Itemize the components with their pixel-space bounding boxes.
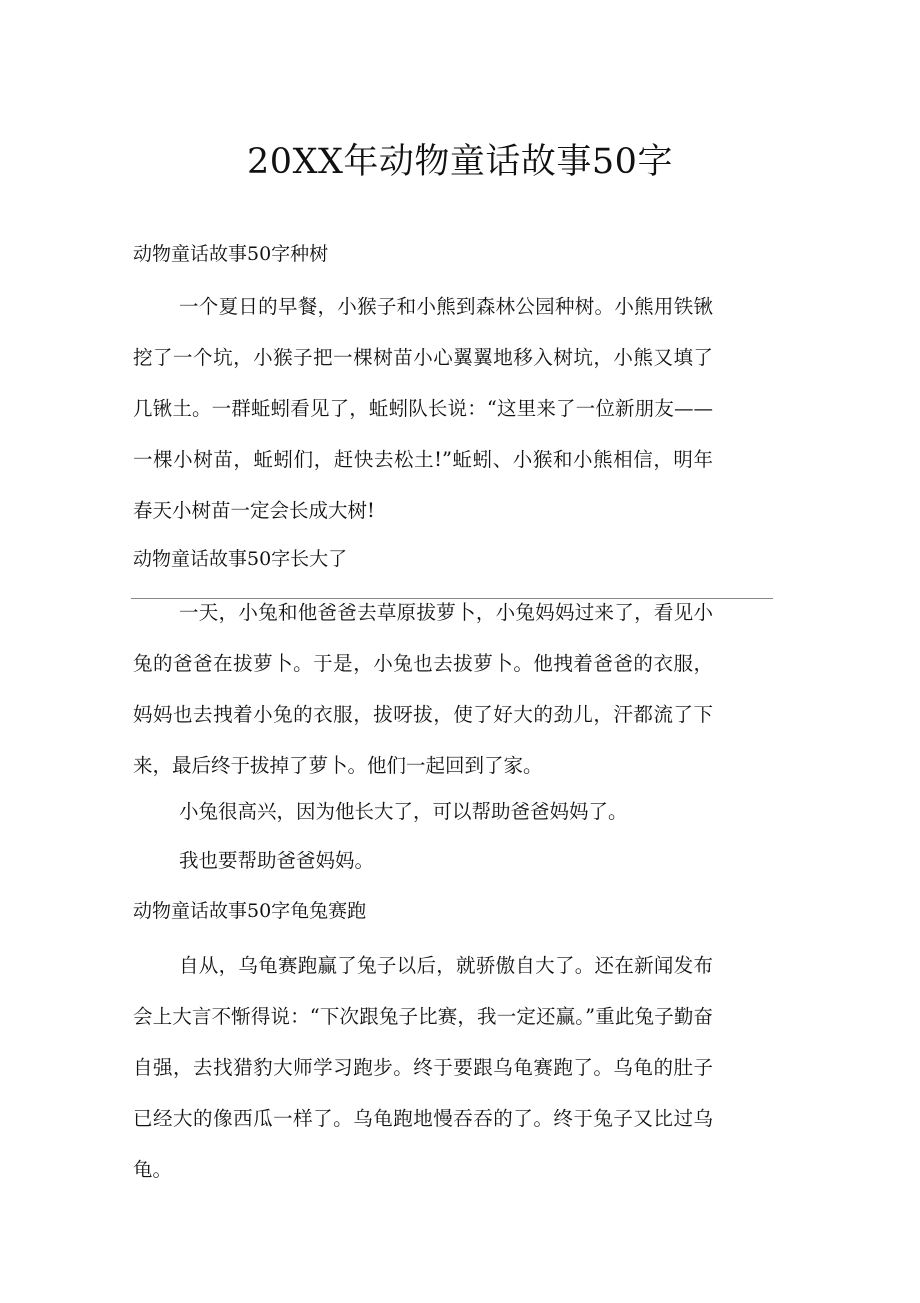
paragraph-help-parents: 我也要帮助爸爸妈妈。 bbox=[179, 849, 375, 872]
paragraph-tortoise-hare: 自从，乌龟赛跑赢了兔子以后，就骄傲自大了。还在新闻发布会上大言不惭得说：“下次跟兔子比赛，我一定还赢。”重此兔子勤奋自强，去找猎豹大师学习跑步。终于要跟乌龟赛跑了。乌龟的肚子已经大的像西瓜一样了。乌龟跑地慢吞吞的了。终于兔子又比过乌龟。 bbox=[133, 954, 713, 1181]
section-heading-growing-up: 动物童话故事50字长大了 bbox=[133, 548, 348, 570]
section-heading-tortoise-hare: 动物童话故事50字龟兔赛跑 bbox=[133, 900, 367, 922]
paragraph-planting-trees: 一个夏日的早餐，小猴子和小熊到森林公园种树。小熊用铁锹挖了一个坑，小猴子把一棵树苗小心翼翼地移入树坑，小熊又填了几锹土。一群蚯蚓看见了，蚯蚓队长说：“这里来了一位新朋友——一棵小树苗，蚯蚓们，赶快去松土!”蚯蚓、小猴和小熊相信，明年春天小树苗一定会长成大树! bbox=[133, 295, 713, 522]
paragraph-growing-up-story: 一天，小兔和他爸爸去草原拔萝卜，小兔妈妈过来了，看见小兔的爸爸在拔萝卜。于是，小兔也去拔萝卜。他拽着爸爸的衣服，妈妈也去拽着小兔的衣服，拔呀拔，使了好大的劲儿，汗都流了下来，最后终于拔掉了萝卜。他们一起回到了家。 bbox=[133, 601, 713, 777]
paragraph-growing-up-happy: 小兔很高兴，因为他长大了，可以帮助爸爸妈妈了。 bbox=[179, 800, 628, 823]
section-heading-planting-trees: 动物童话故事50字种树 bbox=[133, 243, 329, 265]
document-title: 20XX年动物童话故事50字 bbox=[247, 142, 673, 182]
